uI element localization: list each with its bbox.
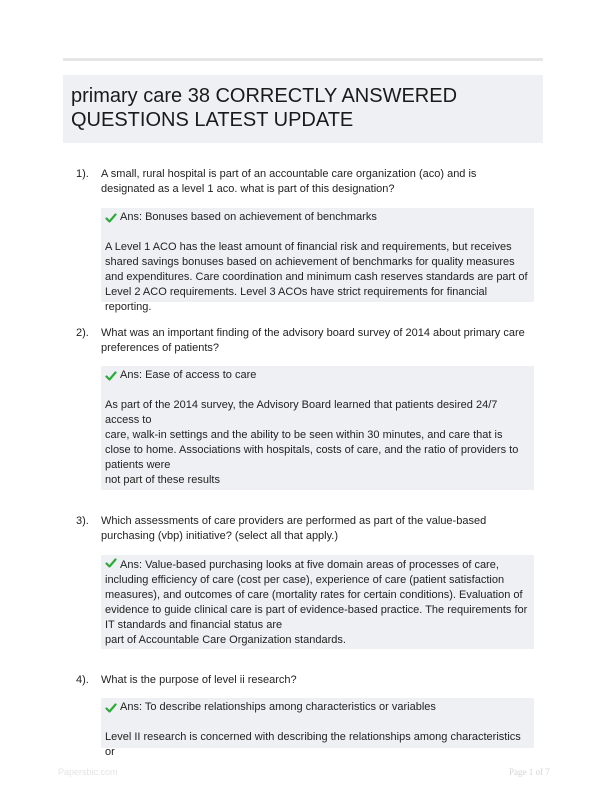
answer-explanation-line: not part of these results	[105, 474, 220, 486]
footer-page-number: Page 1 of 7	[509, 767, 550, 777]
question-text: What was an important finding of the advisory board survey of 2014 about primary care preferences of patients?	[101, 327, 525, 354]
answer-explanation: Level II research is concerned with describing the relationships among characteristics or	[105, 731, 521, 758]
answer-explanation-line: care, walk-in settings and the ability to be seen within 30 minutes, and care that is close to home. Associations with hospitals, costs of care, and the ratio of providers to patients were	[105, 429, 519, 471]
answer-panel	[101, 555, 534, 649]
answer-text: Ans: To describe relationships among characteristics or variables	[120, 701, 436, 713]
document-title: primary care 38 CORRECTLY ANSWERED QUESTIONS LATEST UPDATE	[71, 85, 458, 131]
footer-site: Papersbic.com	[58, 767, 118, 777]
checkmark-icon	[105, 702, 117, 714]
question-number: 3).	[76, 515, 89, 527]
question-text: A small, rural hospital is part of an accountable care organization (aco) and is designated as a level 1 aco. what is part of this designation?	[101, 168, 477, 195]
question-text: What is the purpose of level ii research?	[101, 674, 297, 686]
answer-panel	[101, 366, 534, 490]
question-number: 4).	[76, 674, 89, 686]
answer-panel	[101, 208, 534, 313]
checkmark-icon	[105, 212, 117, 224]
checkmark-icon	[105, 370, 117, 382]
question-text: Which assessments of care providers are performed as part of the value-based purchasing (vbp) initiative? (select all that apply.)	[101, 515, 487, 542]
answer-explanation: A Level 1 ACO has the least amount of financial risk and requirements, but receives shared savings bonuses based on achievement of benchmarks for quality measures and expenditures. Care coordination and minimum cash reserves standards are part of Level 2 ACO requirements. Level 3 ACOs have strict requirements for financial reporting.	[105, 241, 528, 313]
answer-text-line: part of Accountable Care Organization standards.	[105, 634, 346, 646]
answer-text: Ans: Bonuses based on achievement of benchmarks	[120, 211, 377, 223]
answer-text: Ans: Value-based purchasing looks at five domain areas of processes of care, including efficiency of care (cost per case), experience of care (patient satisfaction measures), and outcomes of care (mortality rates for certain conditions). Evaluation of evidence to guide clinical care is part of evidence-based practice. The requirements for IT standards and financial status are	[105, 559, 528, 631]
document-title-box	[63, 75, 543, 143]
answer-panel	[101, 698, 534, 758]
top-rule	[63, 58, 543, 61]
checkmark-icon	[105, 557, 117, 569]
answer-explanation-line: As part of the 2014 survey, the Advisory Board learned that patients desired 24/7 access to	[105, 399, 498, 426]
question-number: 1).	[76, 168, 89, 180]
answer-text: Ans: Ease of access to care	[120, 369, 257, 381]
question-number: 2).	[76, 327, 89, 339]
